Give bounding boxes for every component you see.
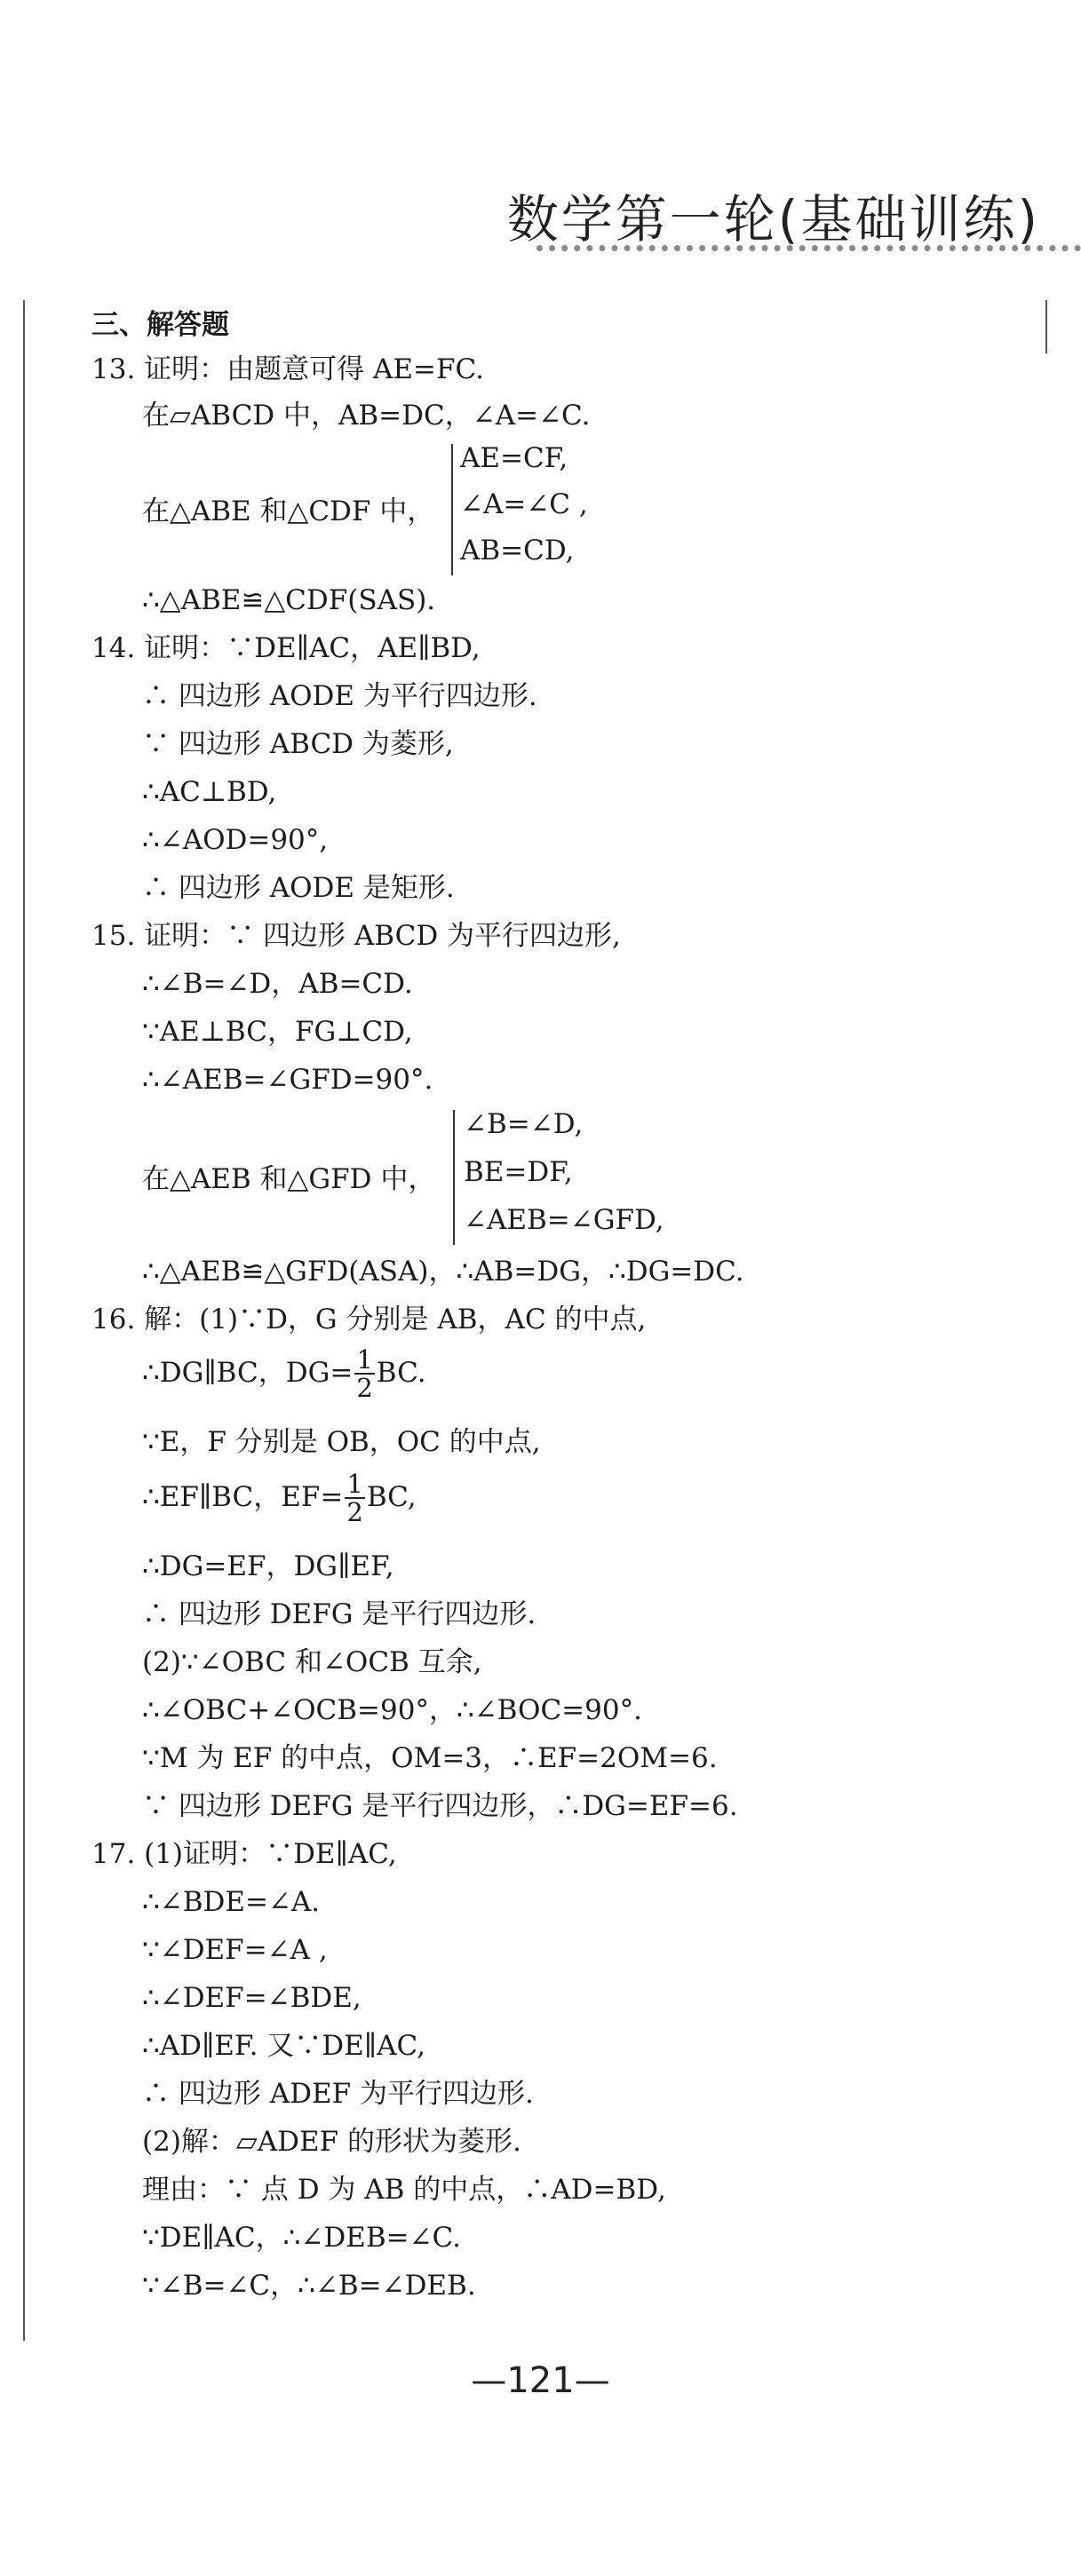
- problem-17-line: ∴ 四边形 ADEF 为平行四边形.: [142, 2078, 534, 2110]
- system-prefix: 在△ABE 和△CDF 中，: [142, 495, 435, 527]
- section-title: 三、解答题: [91, 309, 229, 341]
- problem-17-line: ∵∠DEF=∠A ,: [142, 1934, 328, 1966]
- problem-15-line: ∴∠AEB=∠GFD=90°.: [142, 1064, 433, 1096]
- system-row: AB=CD,: [460, 535, 575, 567]
- problem-17-line: ∵DE∥AC，∴∠DEB=∠C.: [142, 2222, 462, 2254]
- fraction-numerator: 1: [356, 1344, 373, 1375]
- problem-16-line: (2)∵∠OBC 和∠OCB 互余,: [142, 1646, 482, 1678]
- problem-13-line: 13. 证明：由题意可得 AE=FC.: [91, 353, 484, 385]
- system-row: ∠AEB=∠GFD,: [464, 1204, 664, 1236]
- system-prefix: 在△AEB 和△GFD 中，: [142, 1163, 436, 1195]
- fraction-numerator: 1: [346, 1469, 363, 1499]
- book-title: 数学第一轮(基础训练): [506, 189, 1040, 250]
- problem-15-line: ∴△AEB≌△GFD(ASA)，∴AB=DG，∴DG=DC.: [142, 1256, 744, 1288]
- problem-16-line: ∴∠OBC+∠OCB=90°，∴∠BOC=90°.: [142, 1694, 642, 1726]
- problem-16-line: [142, 1346, 426, 1402]
- equation-text: ∴EF∥BC，EF=: [142, 1480, 344, 1513]
- problem-15-line: ∵AE⊥BC，FG⊥CD,: [142, 1016, 413, 1048]
- right-margin-rule: [1045, 300, 1047, 353]
- problem-15-line: 15. 证明：∵ 四边形 ABCD 为平行四边形,: [91, 920, 621, 952]
- header-dotted-rule: [537, 245, 1081, 251]
- problem-16-line: 16. 解：(1)∵D，G 分别是 AB，AC 的中点,: [91, 1304, 647, 1336]
- system-brace: [453, 1110, 455, 1245]
- equation-text: BC.: [376, 1356, 426, 1389]
- system-row: ∠B=∠D,: [464, 1108, 584, 1140]
- problem-16-line: ∵E，F 分别是 OB，OC 的中点,: [142, 1426, 541, 1458]
- problem-16-line: ∴DG=EF，DG∥EF,: [142, 1550, 394, 1582]
- equation-text: BC,: [366, 1480, 417, 1513]
- system-row: ∠A=∠C ,: [460, 488, 588, 520]
- problem-13-line: 在▱ABCD 中，AB=DC，∠A=∠C.: [142, 400, 591, 432]
- fraction-one-half: [345, 1470, 364, 1526]
- fraction-one-half: [354, 1346, 374, 1402]
- problem-17-line: ∴∠BDE=∠A.: [142, 1886, 321, 1918]
- equation-text: ∴DG∥BC，DG=: [142, 1356, 354, 1389]
- problem-14-line: ∵ 四边形 ABCD 为菱形,: [142, 728, 454, 760]
- problem-17-line: ∴∠DEF=∠BDE,: [142, 1982, 362, 2014]
- problem-16-line: ∵ 四边形 DEFG 是平行四边形，∴DG=EF=6.: [142, 1790, 738, 1822]
- problem-14-line: ∴ 四边形 AODE 为平行四边形.: [142, 680, 537, 712]
- problem-17-line: 理由：∵ 点 D 为 AB 的中点，∴AD=BD,: [142, 2174, 666, 2206]
- left-margin-rule: [23, 300, 25, 2341]
- fraction-denominator: 2: [356, 1373, 373, 1404]
- problem-14-line: 14. 证明：∵DE∥AC，AE∥BD,: [91, 632, 481, 664]
- system-row: BE=DF,: [464, 1156, 573, 1188]
- page-number: —121—: [471, 2360, 610, 2401]
- problem-17-line: 17. (1)证明：∵DE∥AC,: [91, 1838, 397, 1870]
- system-brace: [451, 444, 453, 575]
- problem-17-line: ∵∠B=∠C，∴∠B=∠DEB.: [142, 2270, 476, 2302]
- problem-17-line: (2)解：▱ADEF 的形状为菱形.: [142, 2126, 521, 2158]
- problem-16-line: ∵M 为 EF 的中点，OM=3，∴EF=2OM=6.: [142, 1742, 718, 1774]
- problem-13-line: ∴△ABE≌△CDF(SAS).: [142, 584, 436, 616]
- problem-17-line: ∴AD∥EF. 又∵DE∥AC,: [142, 2030, 425, 2062]
- problem-14-line: ∴∠AOD=90°,: [142, 824, 329, 856]
- problem-16-line: [142, 1470, 417, 1526]
- problem-14-line: ∴ 四边形 AODE 是矩形.: [142, 872, 455, 904]
- problem-15-line: ∴∠B=∠D，AB=CD.: [142, 968, 413, 1000]
- problem-16-line: ∴ 四边形 DEFG 是平行四边形.: [142, 1598, 537, 1630]
- problem-14-line: ∴AC⊥BD,: [142, 776, 277, 808]
- fraction-denominator: 2: [346, 1497, 363, 1528]
- system-row: AE=CF,: [460, 442, 568, 474]
